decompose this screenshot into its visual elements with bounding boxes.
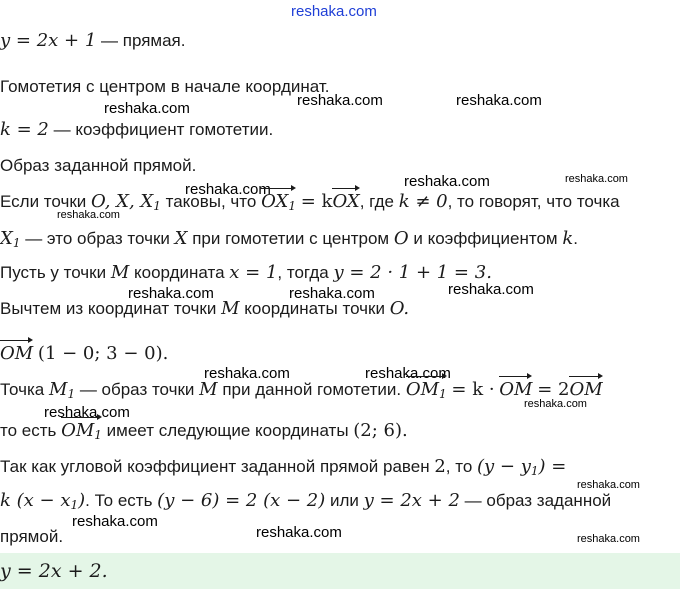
math-answer: y = 2x + 2. (0, 560, 108, 582)
text: имеет следующие координаты (106, 421, 349, 440)
watermark: reshaka.com (104, 100, 190, 117)
watermark: reshaka.com (297, 92, 383, 109)
watermark: reshaka.com (577, 479, 640, 491)
math-o: O. (389, 298, 410, 319)
watermark: reshaka.com (57, 209, 120, 221)
text: Точка (0, 380, 45, 399)
watermark: reshaka.com (44, 404, 130, 421)
text: Если точки (0, 192, 87, 211)
vector-om1: $OM_1$ (406, 379, 447, 405)
text: при гомотетии с центром (192, 229, 390, 248)
math-om-coords: (1 − 0; 3 − 0). (37, 343, 169, 364)
line-definition (0, 191, 620, 217)
text: или (329, 491, 359, 510)
line-result (0, 490, 611, 516)
math-o: O (393, 228, 409, 249)
line-text: Образ заданной прямой. (0, 156, 197, 175)
line-image-point (0, 379, 603, 405)
math-equals-k: = k (300, 191, 333, 212)
math-k-x-x1: k $(x - x_1)$ (0, 490, 86, 512)
text: — образ точки (79, 380, 195, 399)
text: координата (134, 263, 225, 282)
answer-box (0, 553, 680, 589)
watermark: reshaka.com (448, 281, 534, 298)
vector-ox1: $OX_1$ (261, 191, 296, 217)
text: таковы, что (165, 192, 257, 211)
watermark: reshaka.com (289, 285, 375, 302)
math-m1: $M_1$ (49, 379, 76, 401)
math-k-nonzero: k ≠ 0 (398, 191, 448, 212)
text: Пусть у точки (0, 263, 107, 282)
text: — прямая. (101, 31, 186, 50)
math-m: M (221, 298, 240, 319)
text: — коэффициент гомотетии. (53, 120, 274, 139)
text: , тогда (277, 263, 329, 282)
text: , то говорят, что точка (447, 192, 620, 211)
math-y-calc: y = 2 · 1 + 1 = 3. (333, 262, 492, 283)
watermark: reshaka.com (524, 398, 587, 410)
text: — это образ точки (25, 229, 170, 248)
text: , где (359, 192, 394, 211)
line-definition-cont: $X_1$ — это образ точки X при гомотетии с центром O и коэффициентом k. (0, 228, 579, 250)
watermark: reshaka.com (456, 92, 542, 109)
watermark: reshaka.com (404, 173, 490, 190)
text: , то (445, 457, 473, 476)
math-point-slope: (y − 6) = 2 (x − 2) (157, 490, 326, 511)
vector-om: OM (0, 343, 34, 364)
math-coefficient: k = 2 (0, 119, 49, 140)
watermark: reshaka.com (72, 513, 158, 530)
line-coefficient (0, 119, 273, 141)
text: Вычтем из координат точки (0, 299, 217, 318)
math-y-y1: $(y - y_1)$ = (477, 456, 567, 478)
text: . То есть (85, 491, 153, 510)
watermark: reshaka.com (204, 365, 290, 382)
watermark: reshaka.com (128, 285, 214, 302)
math-x: X (174, 228, 188, 249)
line-equation (0, 30, 185, 52)
watermark: reshaka.com (365, 365, 451, 382)
vector-om: OM (569, 379, 603, 400)
watermark-header: reshaka.com (291, 3, 377, 20)
math-slope: 2 (434, 456, 446, 477)
line-point-m (0, 262, 492, 284)
line-text: Гомотетия с центром в начале координат. (0, 77, 330, 96)
text: при данной гомотетии. (222, 380, 402, 399)
text: то есть (0, 421, 57, 440)
line-subtract (0, 298, 409, 320)
watermark: reshaka.com (256, 524, 342, 541)
math-equation-new: y = 2x + 2 (363, 490, 460, 511)
math-equation: y = 2x + 1 (0, 30, 97, 51)
math-coords: (2; 6). (353, 420, 408, 441)
text: и коэффициентом (413, 229, 558, 248)
line-slope (0, 456, 566, 482)
math-x1: $X_1$ (0, 228, 21, 250)
line-vector-om (0, 343, 168, 365)
math-eq-k: = k · (451, 379, 495, 400)
vector-om: OM (499, 379, 533, 400)
line-text: прямой. (0, 527, 64, 546)
vector-ox: OX (332, 191, 360, 212)
line-coords (0, 420, 408, 446)
text: Так как угловой коэффициент заданной прямой равен (0, 457, 430, 476)
watermark: reshaka.com (565, 173, 628, 185)
watermark: reshaka.com (577, 533, 640, 545)
math-points: O, X, $X_1$ (91, 191, 161, 213)
math-m: M (110, 262, 130, 283)
math-k: k (562, 228, 574, 249)
answer-line (0, 560, 108, 583)
math-eq-2: = 2 (537, 379, 570, 400)
math-m: M (199, 379, 218, 400)
vector-om1: $OM_1$ (61, 420, 102, 446)
text: — образ заданной (464, 491, 612, 510)
math-x-value: x = 1 (229, 262, 278, 283)
text: координаты точки (244, 299, 385, 318)
watermark: reshaka.com (185, 181, 271, 198)
